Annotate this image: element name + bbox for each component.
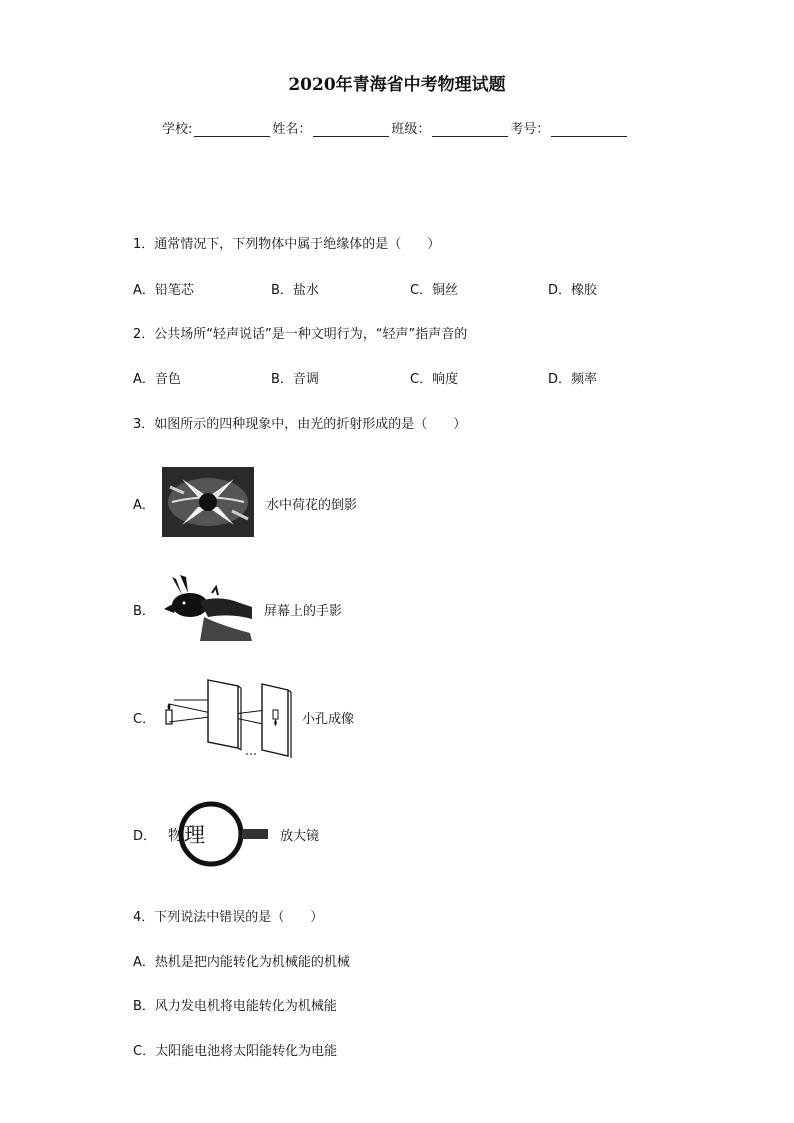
magnifier-text-large: 理 [184, 823, 205, 847]
q4-option-b[interactable]: B．风力发电机将电能转化为机械能 [133, 999, 337, 1014]
q3-option-d-label[interactable]: D． [133, 829, 157, 844]
q4-option-c[interactable]: C．太阳能电池将太阳能转化为电能 [133, 1044, 338, 1059]
class-label: 班级： [391, 122, 431, 137]
q1-option-a[interactable]: A．铅笔芯 [133, 283, 194, 298]
exam-no-blank[interactable] [551, 122, 627, 137]
lotus-reflection-image [162, 467, 254, 537]
page-title: 2020年青海省中考物理试题 [288, 75, 506, 95]
q2-option-d[interactable]: D．频率 [548, 372, 598, 387]
pinhole-imaging-diagram [160, 676, 300, 758]
q3-option-c-caption: 小孔成像 [302, 712, 355, 727]
q1-option-b[interactable]: B．盐水 [271, 283, 319, 298]
name-label: 姓名： [272, 122, 312, 137]
question-4-stem: 4．下列说法中错误的是（ ） [133, 910, 324, 925]
class-blank[interactable] [432, 122, 508, 137]
q3-option-b-caption: 屏幕上的手影 [264, 604, 343, 619]
school-label: 学校: [162, 122, 193, 137]
question-2-stem: 2．公共场所“轻声说话”是一种文明行为，“轻声”指声音的 [133, 327, 468, 342]
school-blank[interactable] [194, 122, 270, 137]
exam-no-label: 考号： [510, 122, 550, 137]
question-1-stem: 1．通常情况下，下列物体中属于绝缘体的是（ ） [133, 237, 441, 252]
name-blank[interactable] [313, 122, 389, 137]
q1-option-d[interactable]: D．橡胶 [548, 283, 598, 298]
q4-option-a[interactable]: A．热机是把内能转化为机械能的机械 [133, 955, 350, 970]
question-3-stem: 3．如图所示的四种现象中，由光的折射形成的是（ ） [133, 417, 467, 432]
q2-option-b[interactable]: B．音调 [271, 372, 319, 387]
q3-option-a-caption: 水中荷花的倒影 [266, 498, 358, 513]
q2-option-a[interactable]: A．音色 [133, 372, 181, 387]
q1-option-c[interactable]: C．铜丝 [410, 283, 459, 298]
student-info-line [162, 118, 629, 137]
magnifier-text-small: 物 [168, 828, 182, 844]
q3-option-d-caption: 放大镜 [280, 829, 320, 844]
q2-option-c[interactable]: C．响度 [410, 372, 459, 387]
hand-shadow-image [160, 573, 254, 641]
q3-option-a-label[interactable]: A． [133, 498, 155, 513]
q3-option-c-label[interactable]: C． [133, 712, 156, 727]
q3-option-b-label[interactable]: B． [133, 604, 155, 619]
